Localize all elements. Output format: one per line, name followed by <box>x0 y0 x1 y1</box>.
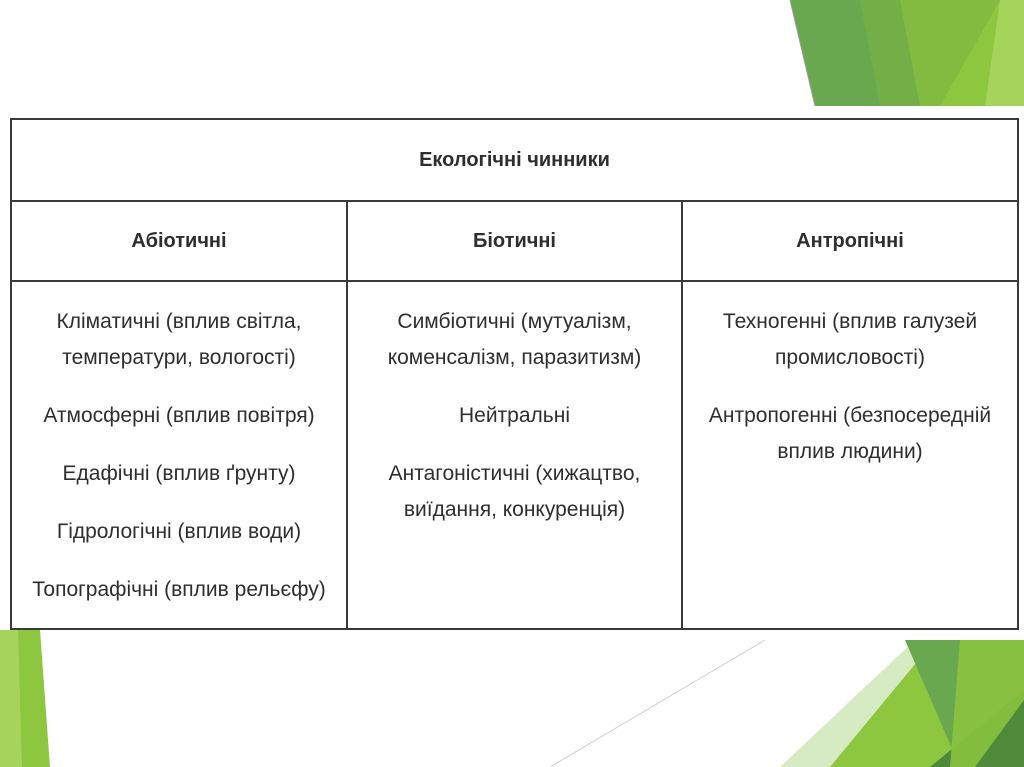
list-item: Гідрологічні (вплив води) <box>56 520 302 543</box>
column-heading-abiotic: Абіотичні <box>12 201 347 281</box>
list-item: Техногенні (вплив галузей промисловості) <box>722 310 978 369</box>
top-right-green-shapes <box>790 0 1024 106</box>
title-row <box>12 120 1017 201</box>
list-item: Симбіотичні (мутуалізм, коменсалізм, паразитизм) <box>387 310 642 369</box>
bottom-left-green-shapes <box>0 630 50 767</box>
bottom-right-green-shapes <box>550 640 1024 767</box>
factors-table <box>12 120 1017 628</box>
list-item: Кліматичні (вплив світла, температури, вологості) <box>56 310 302 369</box>
list-item: Нейтральні <box>458 404 570 427</box>
biotic-cell <box>347 281 682 628</box>
list-item: Антропогенні (безпосередній вплив людини) <box>708 404 992 463</box>
list-item: Атмосферні (вплив повітря) <box>43 404 315 427</box>
list-item: Антагоністичні (хижацтво, виїдання, конкуренція) <box>388 462 641 521</box>
column-heading-anthropic: Антропічні <box>682 201 1017 281</box>
anthropic-cell <box>682 281 1017 628</box>
list-item: Топографічні (вплив рельєфу) <box>32 578 326 601</box>
list-item: Едафічні (вплив ґрунту) <box>62 462 296 485</box>
table-title: Екологічні чинники <box>12 120 1017 201</box>
column-heading-biotic: Біотичні <box>347 201 682 281</box>
column-header-row <box>12 201 1017 281</box>
ecological-factors-table <box>10 118 1019 630</box>
content-row <box>12 281 1017 628</box>
abiotic-cell <box>12 281 347 628</box>
